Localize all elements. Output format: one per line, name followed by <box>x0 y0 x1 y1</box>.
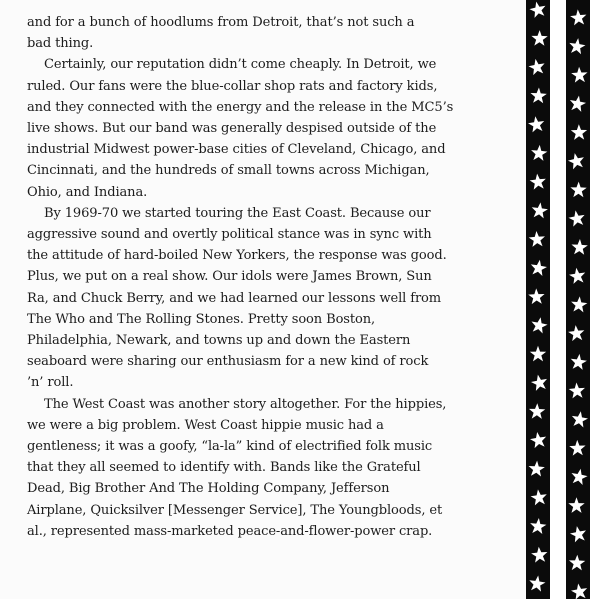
text-line: and they connected with the energy and the release in the MC5’s <box>27 99 454 115</box>
text-line: ruled. Our fans were the blue-collar shop rats and factory kids, <box>27 78 438 94</box>
text-line: Certainly, our reputation didn’t come cheaply. In Detroit, we <box>44 57 437 73</box>
star-icon <box>571 296 587 312</box>
star-icon <box>568 325 584 341</box>
star-icon <box>571 584 587 599</box>
text-line: Ra, and Chuck Berry, and we had learned our lessons well from <box>27 290 442 306</box>
star-icon <box>569 440 585 456</box>
star-icon <box>530 346 546 362</box>
text-line: Airplane, Quicksilver [Messenger Service], The Youngbloods, et <box>27 502 443 518</box>
star-icon <box>530 174 546 190</box>
star-icon <box>530 518 546 534</box>
text-line: Cincinnati, and the hundreds of small towns across Michigan, <box>27 163 430 179</box>
text-line: gentleness; it was a goofy, “la-la” kind of electrified folk music <box>27 439 433 455</box>
star-icon <box>531 375 547 391</box>
star-icon <box>531 547 547 563</box>
star-icon <box>569 268 585 284</box>
text-line: al., represented mass-marketed peace-and-flower-power crap. <box>27 523 433 539</box>
star-icon <box>530 432 546 448</box>
text-line: we were a big problem. West Coast hippie music had a <box>27 417 384 433</box>
star-icon <box>571 124 587 140</box>
text-line: The Who and The Rolling Stones. Pretty soon Boston, <box>27 311 376 327</box>
text-line: ’n’ roll. <box>27 375 74 391</box>
star-icon <box>532 202 548 218</box>
star-icon <box>531 489 547 505</box>
star-icon <box>528 59 544 75</box>
text-line: live shows. But our band was generally despised outside of the <box>27 121 437 137</box>
text-line: seaboard were sharing our enthusiasm for a new kind of rock <box>27 354 429 370</box>
text-line: aggressive sound and overtly political stance was in sync with <box>27 227 432 243</box>
star-icon <box>531 145 547 161</box>
star-icon <box>569 38 585 54</box>
star-icon <box>569 555 585 571</box>
text-line: that they all seemed to identify with. Bands like the Grateful <box>27 460 421 476</box>
star-icon <box>529 575 545 591</box>
star-icon <box>568 497 584 513</box>
star-icon <box>531 30 547 46</box>
star-icon <box>529 231 545 247</box>
star-icon <box>570 96 586 112</box>
star-icon <box>568 210 584 226</box>
star-icon <box>572 411 588 427</box>
star-icon <box>569 383 585 399</box>
star-icon <box>570 526 586 542</box>
star-icon <box>529 461 545 477</box>
text-line: industrial Midwest power-base cities of Cleveland, Chicago, and <box>27 142 446 158</box>
text-line: Plus, we put on a real show. Our idols were James Brown, Sun <box>27 269 432 285</box>
text-line: and for a bunch of hoodlums from Detroit, that’s not such a <box>27 15 415 30</box>
star-icon <box>571 239 587 255</box>
star-icon <box>531 260 547 276</box>
star-icon <box>531 317 547 333</box>
star-icon <box>530 88 546 104</box>
star-icon <box>529 403 545 419</box>
star-icon <box>571 354 587 370</box>
text-line: the attitude of hard-boiled New Yorkers, the response was good. <box>27 248 447 264</box>
star-icon <box>528 116 544 132</box>
star-icon <box>570 9 586 25</box>
text-line: Dead, Big Brother And The Holding Company, Jefferson <box>27 481 390 497</box>
text-line: The West Coast was another story altogether. For the hippies, <box>44 396 447 412</box>
text-line: Philadelphia, Newark, and towns up and down the Eastern <box>27 333 411 349</box>
star-icon <box>571 67 587 83</box>
text-line: bad thing. <box>27 36 94 52</box>
star-icon <box>570 182 586 198</box>
star-icon <box>568 153 584 169</box>
star-icon <box>529 2 545 18</box>
star-icon <box>571 469 587 485</box>
star-icon <box>528 288 544 304</box>
text-line: Ohio, and Indiana. <box>27 184 148 200</box>
text-line: By 1969-70 we started touring the East Coast. Because our <box>44 205 431 221</box>
